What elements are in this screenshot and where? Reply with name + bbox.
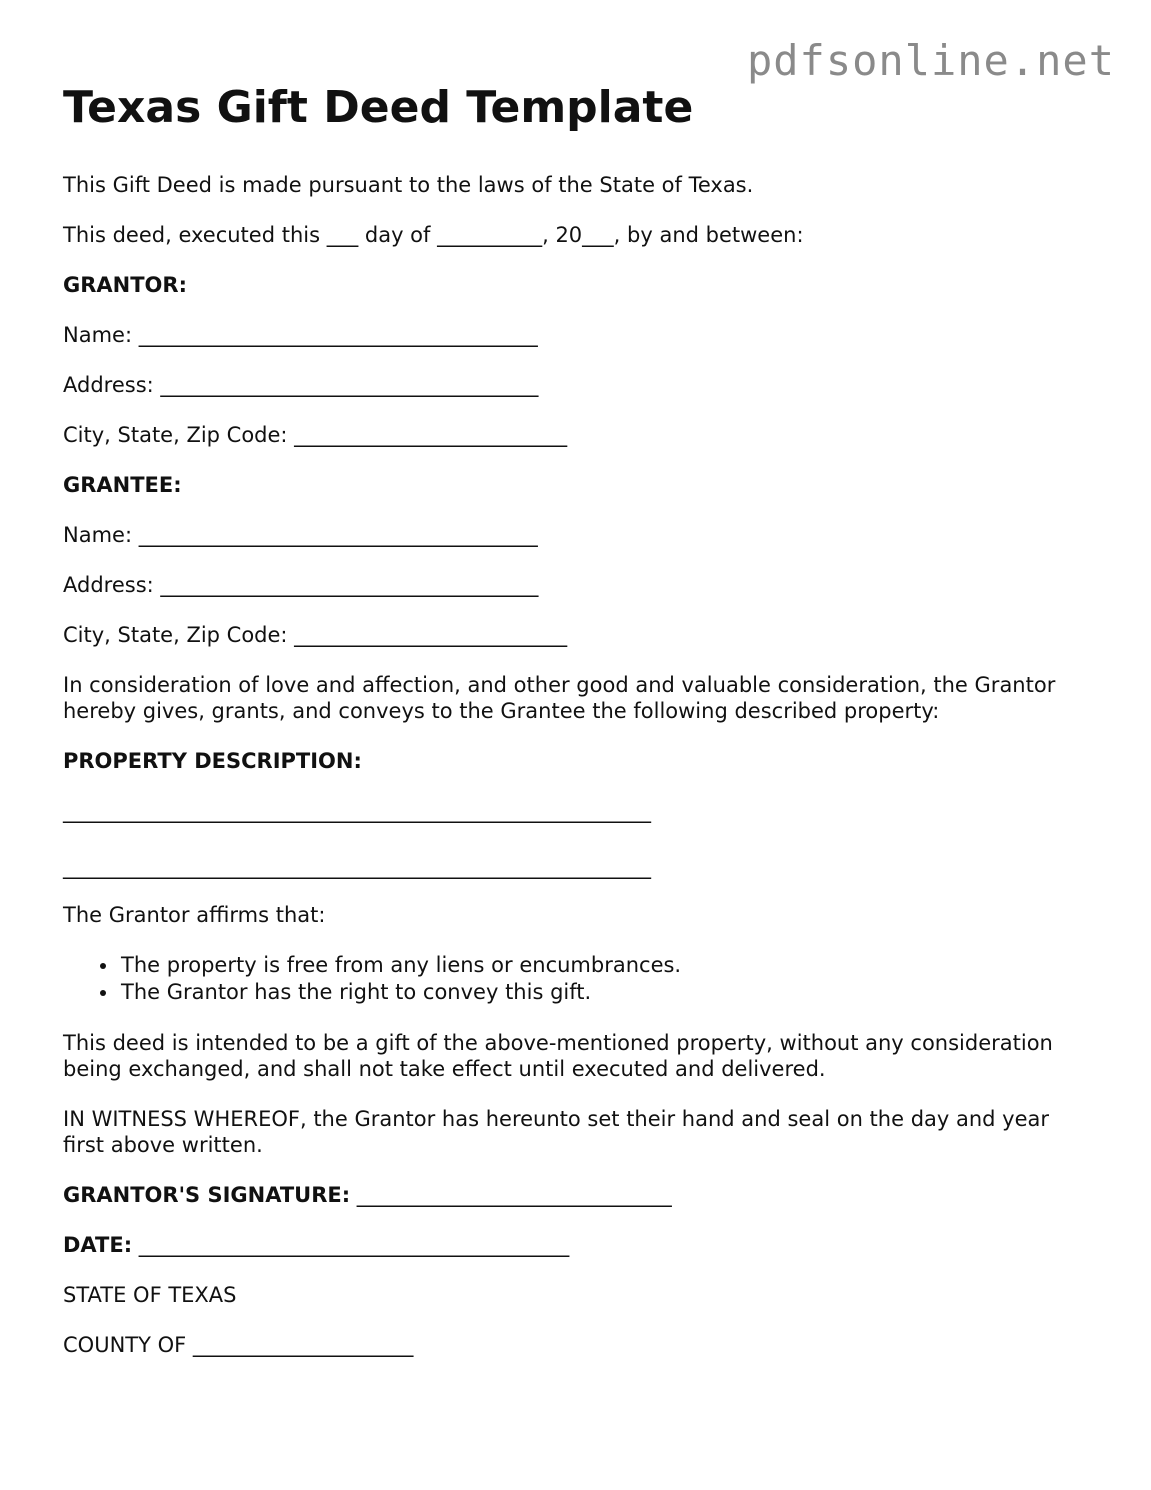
grantor-address-field: Address: ____________________________________ <box>63 373 539 397</box>
signature-blank: ______________________________ <box>350 1183 672 1207</box>
grantor-city-field: City, State, Zip Code: __________________________ <box>63 423 568 447</box>
property-heading: PROPERTY DESCRIPTION: <box>63 749 362 773</box>
consideration-text: In consideration of love and affection, and other good and valuable consideration, the Grantor hereby gives, grants, and conveys to the Grantee the following described property: <box>63 673 1056 723</box>
list-item: • The property is free from any liens or encumbrances. <box>119 952 1083 979</box>
property-line-2: ________________________________________________________ <box>63 855 651 879</box>
executed-text: This deed, executed this ___ day of __________, 20___, by and between: <box>63 223 804 247</box>
signature-line <box>63 1182 1083 1208</box>
grantee-address-field: Address: ____________________________________ <box>63 573 539 597</box>
intro-text: This Gift Deed is made pursuant to the laws of the State of Texas. <box>63 173 754 197</box>
witness-text: IN WITNESS WHEREOF, the Grantor has hereunto set their hand and seal on the day and year first above written. <box>63 1107 1050 1157</box>
signature-label: GRANTOR'S SIGNATURE: <box>63 1183 351 1207</box>
date-blank: _________________________________________ <box>132 1233 570 1257</box>
affirms-list <box>63 952 1083 1006</box>
property-line-1: ________________________________________________________ <box>63 799 651 823</box>
date-label: DATE: <box>63 1233 133 1257</box>
grantor-name-field: Name: ______________________________________ <box>63 323 538 347</box>
county-field: COUNTY OF _____________________ <box>63 1333 414 1357</box>
list-item: • The Grantor has the right to convey this gift. <box>119 979 1083 1006</box>
grantor-heading: GRANTOR: <box>63 273 187 297</box>
grantee-city-field: City, State, Zip Code: __________________________ <box>63 623 568 647</box>
page-title: Texas Gift Deed Template <box>63 82 694 133</box>
grantee-name-field: Name: ______________________________________ <box>63 523 538 547</box>
grantee-heading: GRANTEE: <box>63 473 182 497</box>
intent-text: This deed is intended to be a gift of the above-mentioned property, without any consideration being exchanged, and shall not take effect until executed and delivered. <box>63 1031 1053 1081</box>
affirms-intro: The Grantor affirms that: <box>63 903 326 927</box>
state-text: STATE OF TEXAS <box>63 1283 237 1307</box>
date-line <box>63 1232 1083 1258</box>
watermark: pdfsonline.net <box>746 36 1115 85</box>
document-page <box>63 78 1083 1382</box>
